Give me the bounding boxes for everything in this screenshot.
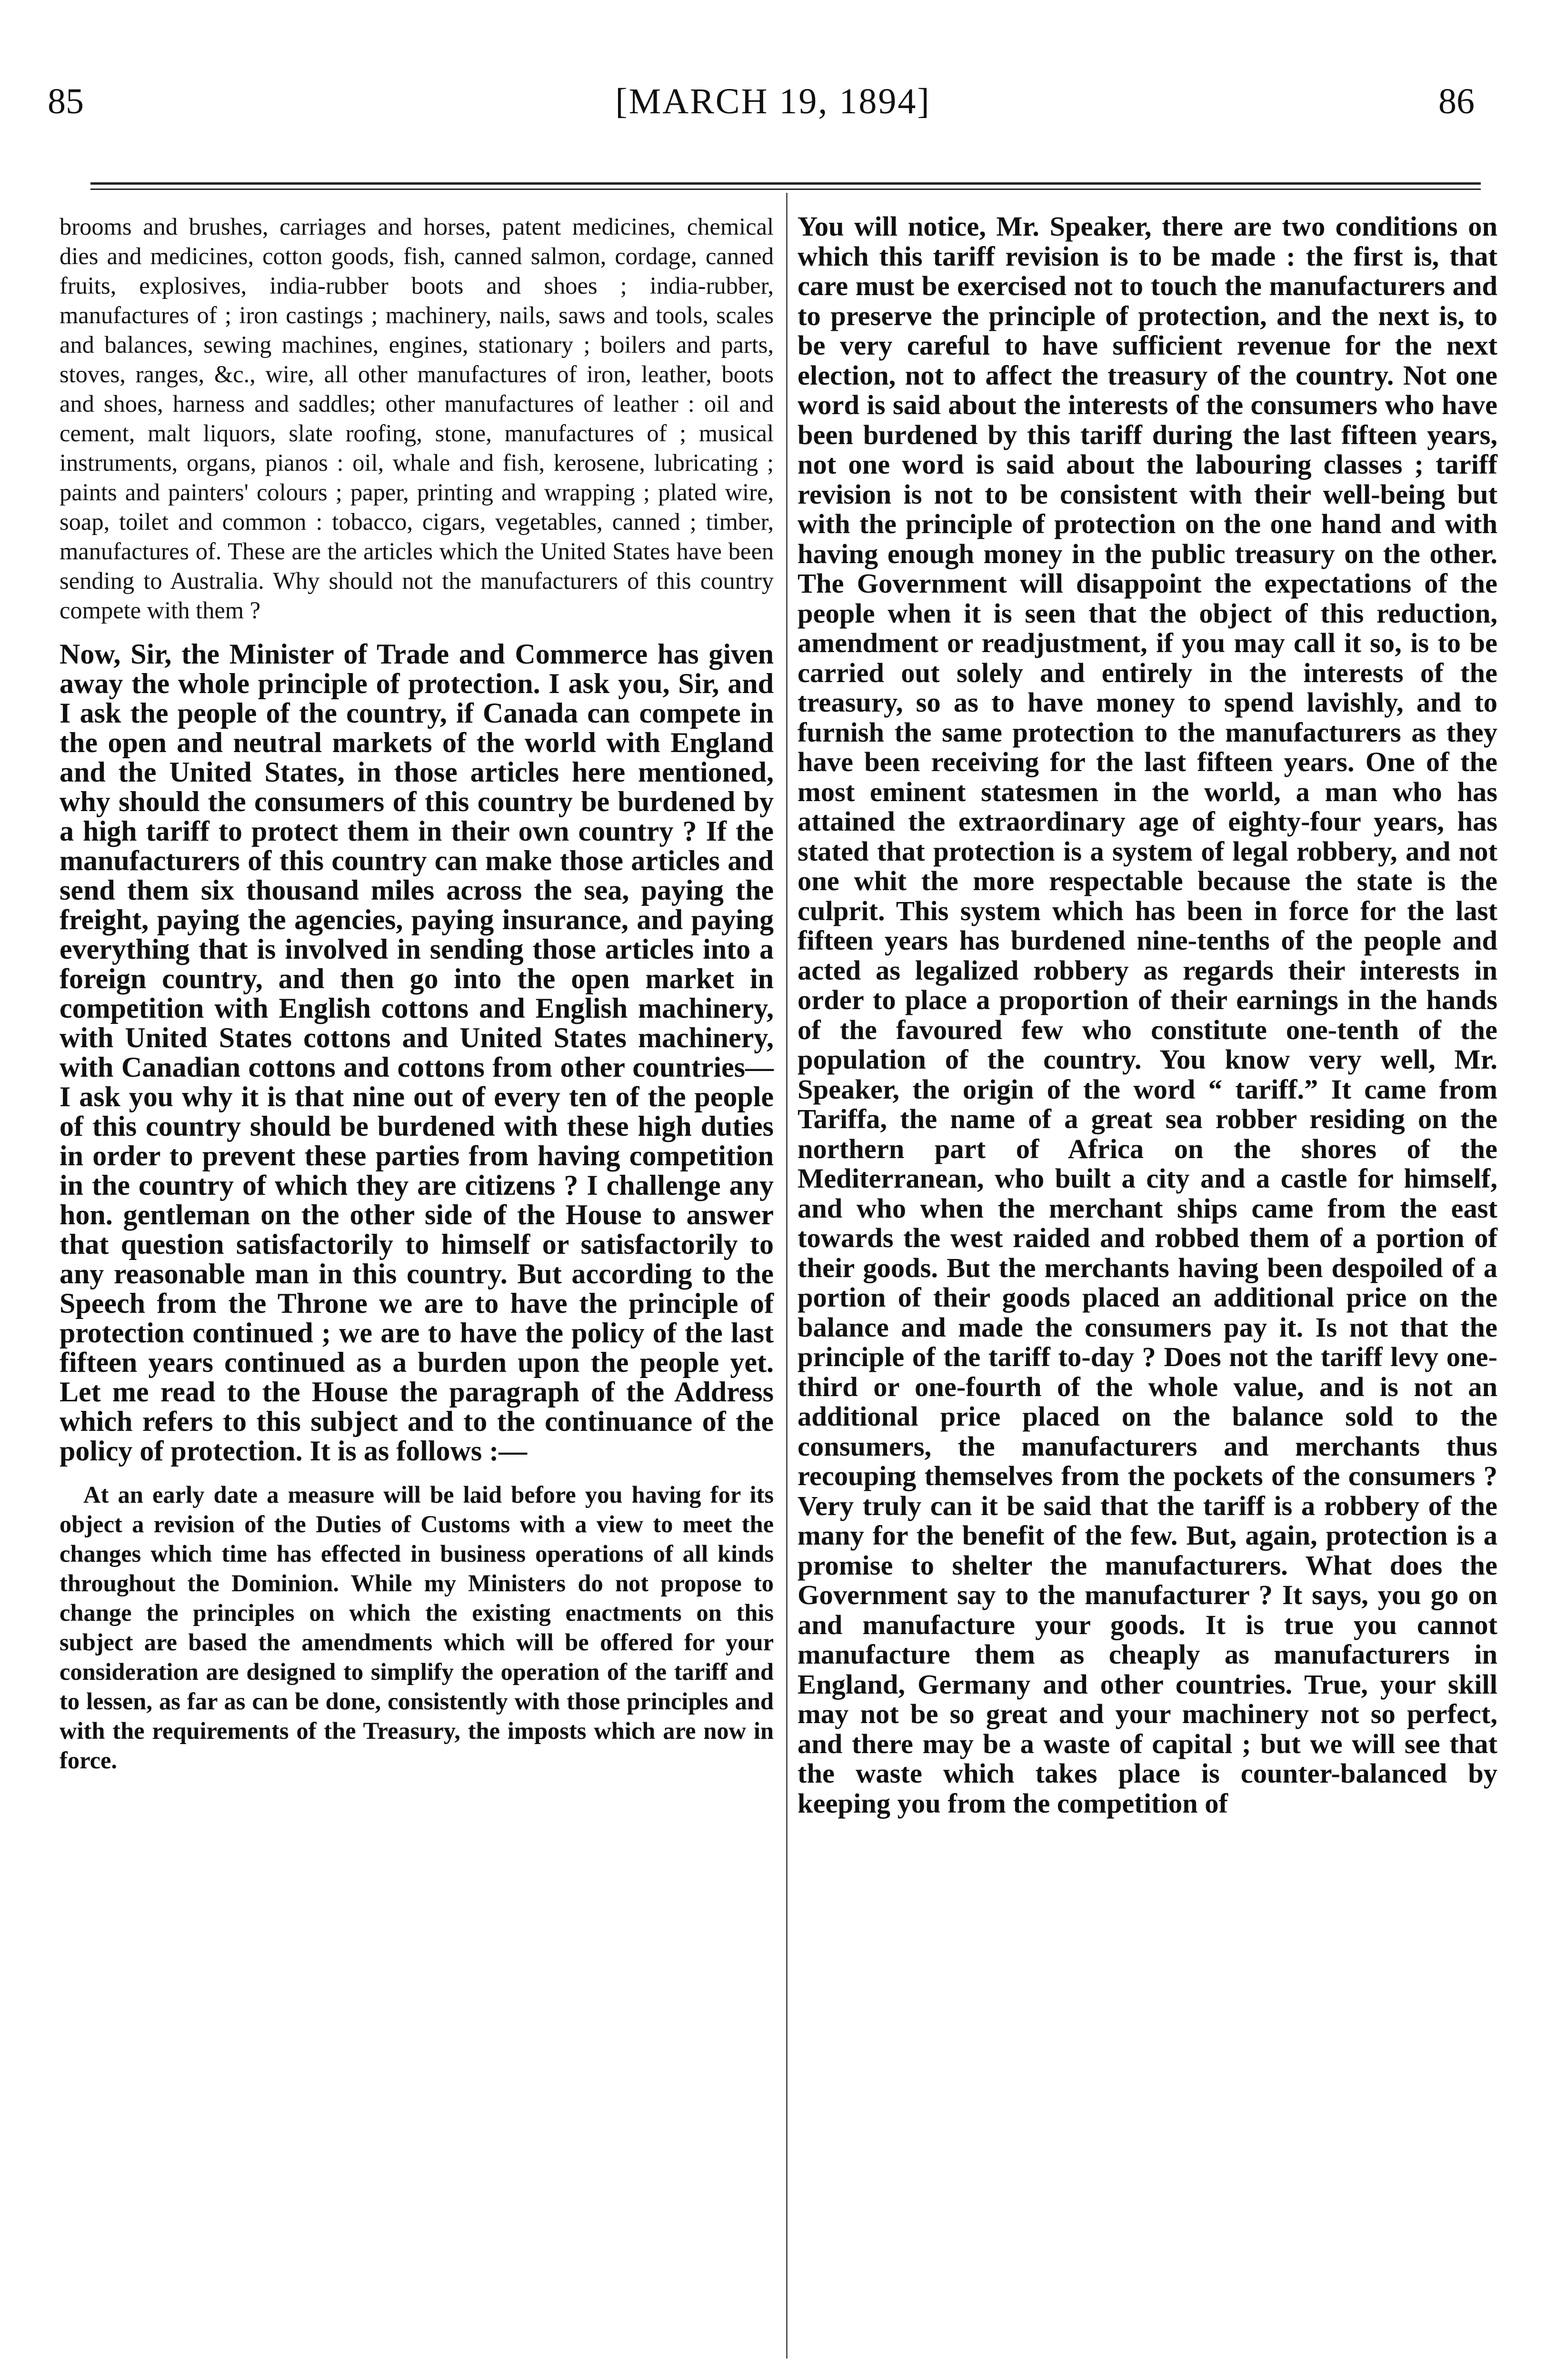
right-column [798,212,1497,1833]
left-para-article-list: brooms and brushes, carriages and horses, patent medicines, chemical dies and medicines, cotton goods, fish, canned salmon, cordage, canned fruits, explosives, india-rubber boots and shoes ; india-rubber, manufactures of ; iron castings ; machinery, nails, saws and tools, scales and balances, sewing machines, engines, stationary ; boilers and parts, stoves, ranges, &c., wire, all other manufactures of iron, leather, boots and shoes, harness and saddles; other manufactures of leather : oil and cement, malt liquors, slate roofing, stone, manufactures of ; musical instruments, organs, pianos : oil, whale and fish, kerosene, lubricating ; paints and painters' colours ; paper, printing and wrapping ; plated wire, soap, toilet and common : tobacco, cigars, vegetables, canned ; timber, manufactures of. These are the articles which the United States have been sending to Australia. Why should not the manufacturers of this country compete with them ? [60,213,774,624]
header-rule-top [90,182,1481,185]
header-rule-bottom [90,188,1481,190]
page-number-right: 86 [1438,81,1475,121]
page-number-left: 85 [48,81,84,121]
left-para-address-quote: At an early date a measure will be laid before you having for its object a revision of the Duties of Customs with a view to meet the changes which time has effected in business operations of all kinds throughout the Dominion. While my Ministers do not propose to change the principles on which the existing enactments on this subject are based the amendments which will be offered for your consideration are designed to simplify the operation of the tariff and to lessen, as far as can be done, consistently with those principles and with the requirements of the Treasury, the imposts which are now in force. [60,1481,774,1774]
right-para-speech: You will notice, Mr. Speaker, there are two conditions on which this tariff revision is to be made : the first is, that care must be exercised not to touch the manufacturers and to preserve the principle of protection, and the next is, to be very careful to have sufficient revenue for the next election, not to affect the treasury of the country. Not one word is said about the interests of the consumers who have been burdened by this tariff during the last fifteen years, not one word is said about the labouring classes ; tariff revision is not to be consistent with their well-being but with the principle of protection on the one hand and with having enough money in the public treasury on the other. The Government will disappoint the expectations of the people when it is seen that the object of this reduction, amendment or readjustment, if you may call it so, is to be carried out solely and entirely in the interests of the treasury, so as to have money to spend lavishly, and to furnish the same protection to the manufacturers as they have been receiving for the last fifteen years. One of the most eminent statesmen in the world, a man who has attained the extraordinary age of eighty-four years, has stated that protection is a system of legal robbery, and not one whit the more respectable because the state is the culprit. This system which has been in force for the last fifteen years has burdened nine-tenths of the people and acted as legalized robbery as regards their interests in order to place a proportion of their earnings in the hands of the favoured few who constitute one-tenth of the population of the country. You know very well, Mr. Speaker, the origin of the word “ tariff.” It came from Tariffa, the name of a great sea robber residing on the northern part of Africa on the shores of the Mediterranean, who built a city and a castle for himself, and who when the merchant ships came from the east towards the west raided and robbed them of a portion of their goods. But the merchants having been despoiled of a portion of their goods placed an additional price on the balance and made the consumers pay it. Is not that the principle of the tariff to-day ? Does not the tariff levy one-third or one-fourth of the whole value, and is not an additional price placed on the balance sold to the consumers, the manufacturers and merchants thus recouping themselves from the pockets of the consumers ? Very truly can it be said that the tariff is a robbery of the many for the benefit of the few. But, again, protection is a promise to shelter the manufacturers. What does the Government say to the manufacturer ? It says, you go on and manufacture your goods. It is true you cannot manufacture them as cheaply as manufacturers in England, Germany and other countries. True, your skill may not be so great and your machinery not so perfect, and there may be a waste of capital ; but we will see that the waste which takes place is counter-balanced by keeping you from the competition of [798,211,1497,1819]
left-para-speech: Now, Sir, the Minister of Trade and Commerce has given away the whole principle of protection. I ask you, Sir, and I ask the people of the country, if Canada can compete in the open and neutral markets of the world with England and the United States, in those articles here mentioned, why should the consumers of this country be burdened by a high tariff to protect them in their own country ? If the manufacturers of this country can make those articles and send them six thousand miles across the sea, paying the freight, paying the agencies, paying insurance, and paying everything that is involved in sending those articles into a foreign country, and then go into the open market in competition with English cottons and English machinery, with United States cottons and United States machinery, with Canadian cottons and cottons from other countries—I ask you why it is that nine out of every ten of the people of this country should be burdened with these high duties in order to prevent these parties from having competition in the country of which they are citizens ? I challenge any hon. gentleman on the other side of the House to answer that question satisfactorily to himself or satisfactorily to any reasonable man in this country. But according to the Speech from the Throne we are to have the principle of protection continued ; we are to have the policy of the last fifteen years continued as a burden upon the people yet. Let me read to the House the paragraph of the Address which refers to this subject and to the continuance of the policy of protection. It is as follows :— [60,638,774,1467]
page-date-title: [MARCH 19, 1894] [615,81,931,121]
page-header [0,76,1546,138]
column-divider [786,193,788,2359]
left-column [60,212,774,1789]
